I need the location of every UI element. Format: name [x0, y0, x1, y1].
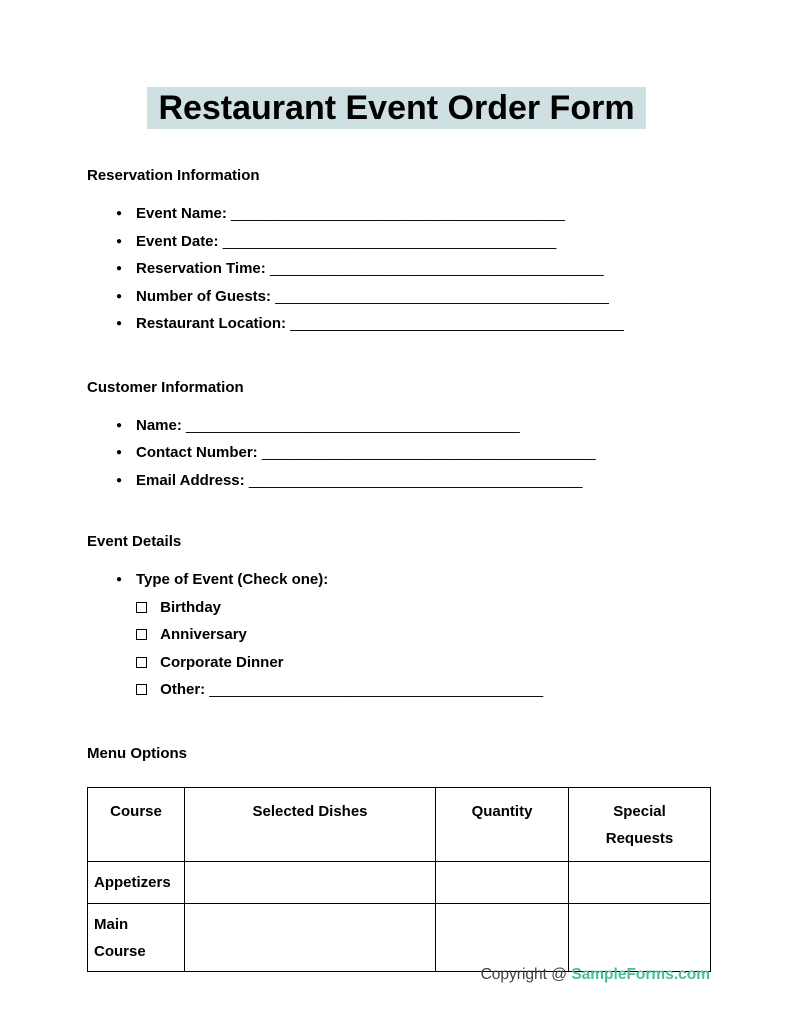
list-item-type-of-event	[87, 566, 710, 594]
field-label: Number of Guests:	[136, 287, 272, 305]
section-heading-customer: Customer Information	[87, 378, 244, 396]
option-label: Birthday	[160, 598, 222, 616]
list-item-reservation-time	[87, 255, 710, 283]
bullet-icon: ●	[116, 208, 123, 219]
bullet-icon: ●	[116, 419, 123, 431]
blank-line: ________________________________________	[290, 315, 624, 332]
document-content	[87, 166, 710, 972]
list-item-restaurant-location	[87, 310, 710, 338]
field-label: Event Name:	[136, 205, 227, 222]
field-label: Event Date:	[136, 232, 219, 250]
cell-selected-dishes	[185, 861, 436, 903]
checkbox-anniversary-icon[interactable]	[136, 629, 147, 640]
cell-course: Appetizers	[88, 861, 185, 903]
blank-line: ________________________________________	[269, 260, 604, 277]
field-label: Type of Event (Check one):	[136, 571, 329, 588]
field-label: Reservation Time:	[136, 260, 266, 277]
cell-quantity	[436, 903, 569, 971]
copyright-label: Copyright @	[480, 966, 567, 983]
blank-line: ________________________________________	[209, 681, 544, 698]
bullet-icon: ●	[116, 574, 123, 585]
title-container	[0, 87, 793, 129]
cell-course: Main Course	[88, 903, 185, 971]
blank-line: ________________________________________	[231, 205, 565, 222]
footer	[481, 966, 710, 984]
check-item-birthday	[87, 594, 710, 622]
section-heading-event-details: Event Details	[87, 533, 182, 550]
blank-line: ________________________________________	[261, 444, 596, 461]
column-header-quantity: Quantity	[436, 787, 569, 861]
option-label: Other:	[160, 681, 206, 698]
page-title: Restaurant Event Order Form	[147, 87, 645, 129]
customer-list	[87, 412, 710, 495]
list-item-event-name	[87, 200, 710, 228]
field-label: Email Address:	[136, 471, 245, 489]
cell-special-requests	[569, 903, 711, 971]
cell-quantity	[436, 861, 569, 903]
list-item-email-address	[87, 467, 710, 495]
bullet-icon: ●	[116, 290, 123, 302]
field-label: Name:	[136, 416, 182, 434]
column-header-special-requests: Special Requests	[569, 787, 711, 861]
event-type-list	[87, 566, 710, 704]
bullet-icon: ●	[116, 474, 123, 486]
option-label: Anniversary	[160, 626, 247, 643]
table-row-appetizers	[88, 861, 711, 903]
blank-line: ________________________________________	[222, 232, 557, 250]
column-header-course: Course	[88, 787, 185, 861]
list-item-event-date	[87, 228, 710, 256]
bullet-icon: ●	[116, 318, 123, 329]
field-label: Contact Number:	[136, 444, 258, 461]
sampleforms-link[interactable]: SampleForms.com	[571, 966, 710, 983]
bullet-icon: ●	[116, 263, 123, 274]
checkbox-corporate-dinner-icon[interactable]	[136, 657, 147, 668]
table-row-main-course	[88, 903, 711, 971]
cell-special-requests	[569, 861, 711, 903]
check-item-other	[87, 676, 710, 704]
checkbox-birthday-icon[interactable]	[136, 602, 147, 613]
check-item-anniversary	[87, 621, 710, 649]
cell-selected-dishes	[185, 903, 436, 971]
blank-line: ________________________________________	[275, 287, 609, 305]
reservation-list	[87, 200, 710, 338]
blank-line: ________________________________________	[248, 471, 583, 489]
column-header-selected-dishes: Selected Dishes	[185, 787, 436, 861]
bullet-icon: ●	[116, 447, 123, 458]
menu-options-table	[87, 787, 711, 972]
option-label: Corporate Dinner	[160, 653, 284, 671]
list-item-name	[87, 412, 710, 440]
table-header-row	[88, 787, 711, 861]
list-item-number-of-guests	[87, 283, 710, 311]
section-heading-menu-options: Menu Options	[87, 744, 187, 762]
list-item-contact-number	[87, 439, 710, 467]
field-label: Restaurant Location:	[136, 315, 287, 332]
check-item-corporate-dinner	[87, 649, 710, 677]
blank-line: ________________________________________	[186, 416, 520, 434]
section-heading-reservation: Reservation Information	[87, 167, 260, 184]
checkbox-other-icon[interactable]	[136, 684, 147, 695]
bullet-icon: ●	[116, 235, 123, 247]
